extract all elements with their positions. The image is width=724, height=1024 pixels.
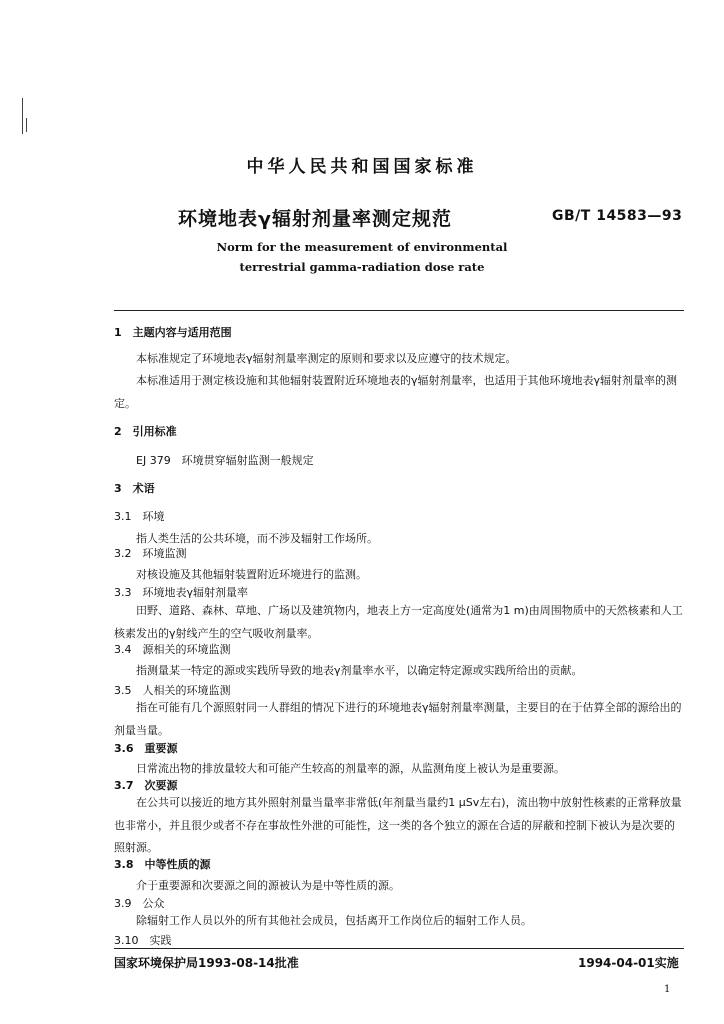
standard-code: GB/T 14583—93 (552, 208, 683, 224)
term-3-9-title: 3.9 公众 (114, 897, 165, 910)
term-3-1-text: 指人类生活的公共环境，而不涉及辐射工作场所。 (136, 532, 378, 545)
term-3-3-title: 3.3 环境地表γ辐射剂量率 (114, 586, 249, 599)
scan-mark (22, 98, 23, 134)
document-title: 环境地表γ辐射剂量率测定规范 (178, 208, 452, 230)
approval-statement: 国家环境保护局1993-08-14批准 (114, 956, 299, 970)
english-title-line-2: terrestrial gamma-radiation dose rate (239, 260, 485, 274)
term-3-6-title: 3.6 重要源 (114, 742, 178, 755)
section-2-heading: 2 引用标准 (114, 425, 177, 438)
term-3-2-title: 3.2 环境监测 (114, 547, 187, 560)
english-title-line-1: Norm for the measurement of environmental (216, 240, 508, 254)
term-3-3-text: 田野、道路、森林、草地、广场以及建筑物内，地表上方一定高度处(通常为1 m)由周围物质中的天然核素和人工核素发出的γ射线产生的空气吸收剂量率。 (114, 604, 683, 640)
section-1-paragraph-1: 本标准规定了环境地表γ辐射剂量率测定的原则和要求以及应遵守的技术规定。 (136, 352, 517, 365)
term-3-10-title: 3.10 实践 (114, 934, 172, 947)
header-rule (114, 310, 684, 311)
issuing-authority: 中华人民共和国国家标准 (246, 157, 478, 177)
section-1-paragraph-2: 本标准适用于测定核设施和其他辐射装置附近环境地表的γ辐射剂量率，也适用于其他环境地表γ辐射剂量率的测定。 (114, 374, 678, 410)
term-3-1-title: 3.1 环境 (114, 510, 165, 523)
term-3-9-text: 除辐射工作人员以外的所有其他社会成员，包括离开工作岗位后的辐射工作人员。 (136, 914, 532, 927)
term-3-5-title: 3.5 人相关的环境监测 (114, 684, 231, 697)
term-3-6-text: 日常流出物的排放量较大和可能产生较高的剂量率的源，从监测角度上被认为是重要源。 (136, 762, 565, 775)
effective-date: 1994-04-01实施 (578, 956, 679, 970)
scan-mark (26, 118, 27, 132)
term-3-7-text: 在公共可以接近的地方其外照射剂量当量率非常低(年剂量当量约1 μSv左右)，流出物中放射性核素的正常释放量也非常小，并且很少或者不存在事故性外泄的可能性，这一类的各个独立的源在合适的屏蔽和控制下被认为是次要的照射源。 (114, 796, 682, 854)
reference-standard: EJ 379 环境贯穿辐射监测一般规定 (136, 454, 314, 467)
term-3-8-title: 3.8 中等性质的源 (114, 858, 211, 871)
term-3-4-title: 3.4 源相关的环境监测 (114, 643, 231, 656)
term-3-8-text: 介于重要源和次要源之间的源被认为是中等性质的源。 (136, 879, 400, 892)
term-3-5-text: 指在可能有几个源照射同一人群组的情况下进行的环境地表γ辐射剂量率测量，主要目的在于估算全部的源给出的剂量当量。 (114, 701, 682, 737)
section-3-heading: 3 术语 (114, 482, 155, 495)
term-3-7-title: 3.7 次要源 (114, 779, 178, 792)
term-3-4-text: 指测量某一特定的源或实践所导致的地表γ剂量率水平，以确定特定源或实践所给出的贡献。 (136, 664, 583, 677)
page-number: 1 (664, 984, 671, 995)
footer-rule (114, 948, 684, 949)
section-1-heading: 1 主题内容与适用范围 (114, 326, 232, 339)
term-3-2-text: 对核设施及其他辐射装置附近环境进行的监测。 (136, 568, 367, 581)
